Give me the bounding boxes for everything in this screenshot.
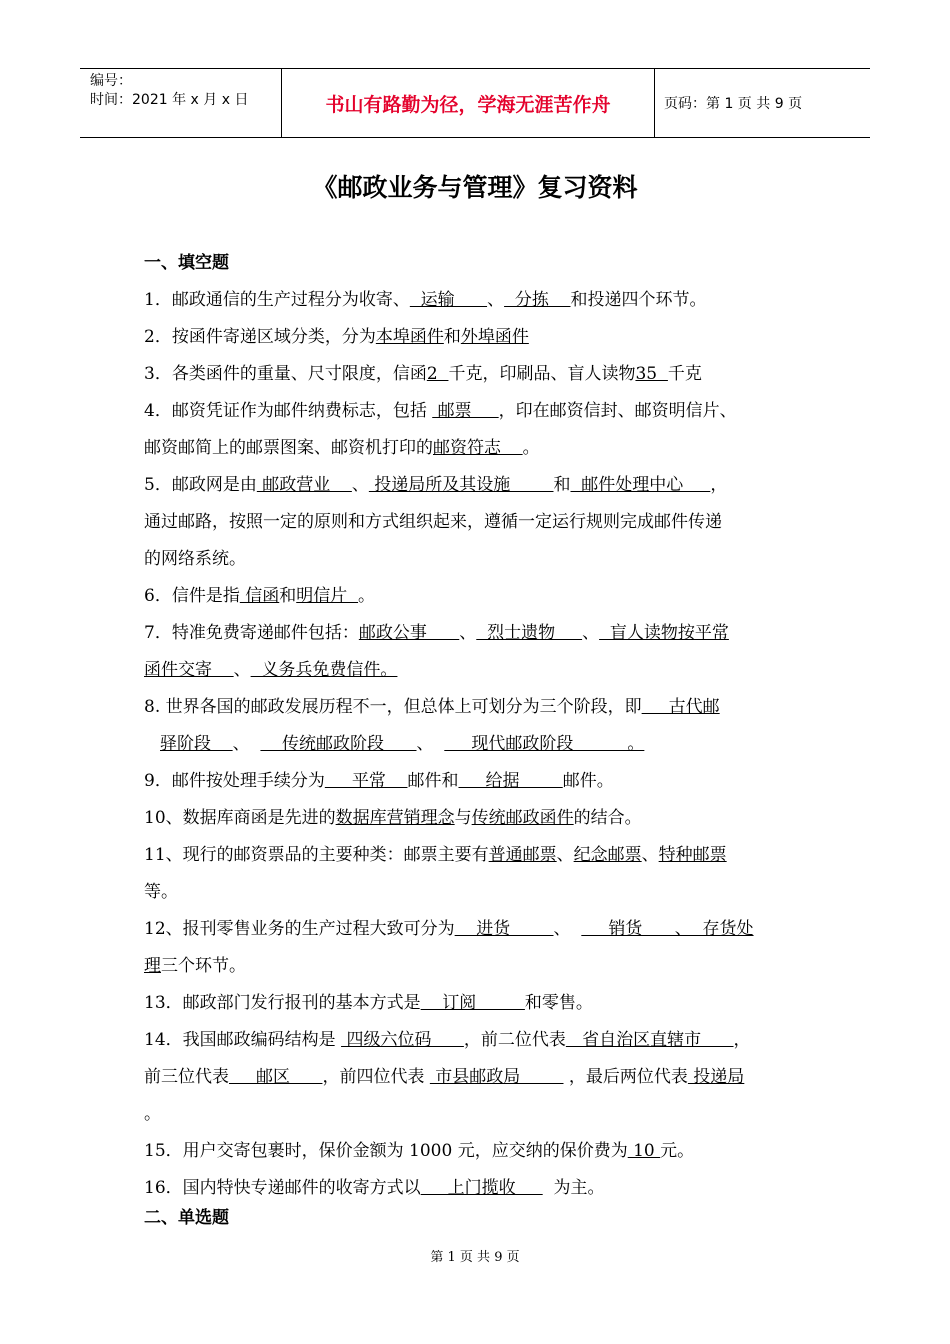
- question-text: ，印在邮资信封、邮资明信片、: [498, 401, 737, 421]
- question-text: 邮件和: [407, 771, 459, 791]
- answer-blank: 运输: [409, 290, 488, 310]
- question-line: [144, 991, 593, 1015]
- answer-blank: 上门揽收: [420, 1178, 543, 1198]
- question-text: 邮件。: [562, 771, 614, 791]
- question-text: 和零售。: [524, 993, 593, 1013]
- time-label: 时间：2021 年 x 月 x 日: [90, 92, 249, 108]
- answer-blank: 订阅: [420, 993, 525, 1013]
- question-line: [144, 954, 246, 978]
- question-text: 12、报刊零售业务的生产过程大致可分为: [144, 919, 455, 939]
- question-text: 、: [459, 623, 477, 643]
- answer-blank: 邮件处理中心: [570, 475, 711, 495]
- question-text: 13．邮政部门发行报刊的基本方式是: [144, 993, 421, 1013]
- answer-blank: 投递局所及其设施: [368, 475, 554, 495]
- answer-blank: 传统邮政阶段: [260, 734, 417, 754]
- answer-blank: 邮资符志: [433, 438, 523, 458]
- question-text: 1．邮政通信的生产过程分为收寄、: [144, 290, 410, 310]
- question-text: 15．用户交寄包裹时，保价金额为 1000 元，应交纳的保价费为: [144, 1141, 628, 1161]
- question-text: 为主。: [542, 1178, 605, 1198]
- question-line: [144, 806, 642, 830]
- answer-blank: 明信片: [296, 586, 359, 606]
- question-text: 4．邮资凭证作为邮件纳费标志，包括: [144, 401, 433, 421]
- question-text: 前三位代表: [144, 1067, 229, 1087]
- motto: 书山有路勤为径，学海无涯苦作舟: [281, 69, 655, 137]
- question-line: [144, 1028, 751, 1052]
- question-line: [144, 917, 754, 941]
- question-line: [144, 843, 727, 867]
- question-text: 等。: [144, 882, 178, 902]
- question-text: 、: [553, 919, 582, 939]
- question-text: 三个环节。: [161, 956, 246, 976]
- question-text: 、: [582, 623, 600, 643]
- answer-blank: 2: [426, 364, 449, 384]
- question-line: [144, 1176, 605, 1200]
- answer-blank: 理: [144, 956, 161, 976]
- question-line: [144, 436, 540, 460]
- question-line: [144, 584, 375, 608]
- answer-blank: 烈士遗物: [476, 623, 583, 643]
- answer-blank: 销货 、 存货处: [581, 919, 754, 939]
- question-text: 和投递四个环节。: [570, 290, 707, 310]
- question-text: 、: [487, 290, 505, 310]
- question-text: 、: [641, 845, 659, 865]
- question-text: 5．邮政网是由: [144, 475, 257, 495]
- question-text: 的结合。: [573, 808, 642, 828]
- question-text: 千克，印刷品、盲人读物: [448, 364, 636, 384]
- answer-blank: 纪念邮票: [573, 845, 642, 865]
- answer-blank: 函件交寄: [144, 660, 234, 680]
- page-header: [80, 68, 870, 138]
- question-text: 16．国内特快专递邮件的收寄方式以: [144, 1178, 421, 1198]
- question-line: [144, 362, 702, 386]
- answer-blank: 传统邮政函件: [471, 808, 574, 828]
- question-text: 、: [556, 845, 574, 865]
- question-line: [144, 510, 722, 534]
- question-text: 与: [454, 808, 472, 828]
- question-text: ，前四位代表: [322, 1067, 430, 1087]
- question-text: 8. 世界各国的邮政发展历程不一，但总体上可划分为三个阶段，即: [144, 697, 642, 717]
- question-text: 、: [416, 734, 445, 754]
- question-text: 9．邮件按处理手续分为: [144, 771, 325, 791]
- answer-blank: 四级六位码: [341, 1030, 464, 1050]
- section-heading-fill-in: 一、填空题: [144, 253, 229, 273]
- question-text: 11、现行的邮资票品的主要种类：邮票主要有: [144, 845, 489, 865]
- question-text: 。: [144, 1104, 161, 1124]
- answer-blank: 邮区: [229, 1067, 323, 1087]
- question-text: 、: [233, 660, 251, 680]
- answer-blank: 驿阶段: [160, 734, 233, 754]
- question-text: 。: [522, 438, 540, 458]
- question-text: 2．按函件寄递区域分类，分为: [144, 327, 376, 347]
- number-label: 编号：: [90, 73, 132, 89]
- answer-blank: 邮政营业: [256, 475, 352, 495]
- question-text: 和: [443, 327, 461, 347]
- question-text: 。: [358, 586, 376, 606]
- answer-blank: 分拣: [504, 290, 571, 310]
- question-text: ，最后两位代表: [563, 1067, 688, 1087]
- answer-blank: 盲人读物按平常: [599, 623, 729, 643]
- answer-blank: 邮政公事: [358, 623, 460, 643]
- question-line: [144, 769, 614, 793]
- question-text: 7．特准免费寄递邮件包括：: [144, 623, 359, 643]
- question-text: 和: [279, 586, 297, 606]
- question-text: ，前二位代表: [463, 1030, 566, 1050]
- question-line: [144, 325, 529, 349]
- question-line: [160, 732, 644, 756]
- answer-blank: 本埠函件: [375, 327, 444, 347]
- answer-blank: 邮票: [432, 401, 499, 421]
- answer-blank: 省自治区直辖市: [565, 1030, 734, 1050]
- question-text: 14．我国邮政编码结构是: [144, 1030, 342, 1050]
- answer-blank: 现代邮政阶段 。: [444, 734, 645, 754]
- question-text: 千克: [667, 364, 702, 384]
- header-meta: [80, 69, 280, 137]
- question-text: 10、数据库商函是先进的: [144, 808, 336, 828]
- question-line: [144, 473, 727, 497]
- answer-blank: 给据: [458, 771, 563, 791]
- question-line: [144, 880, 178, 904]
- question-text: 3．各类函件的重量、尺寸限度，信函: [144, 364, 427, 384]
- page-info: 页码：第 1 页 共 9 页: [664, 96, 803, 112]
- answer-blank: 市县邮政局: [429, 1067, 564, 1087]
- section-heading-single-choice: 二、单选题: [144, 1208, 229, 1228]
- question-text: 6．信件是指: [144, 586, 240, 606]
- question-text: ，: [733, 1030, 751, 1050]
- document-title: 《邮政业务与管理》复习资料: [312, 173, 638, 202]
- question-line: [144, 399, 737, 423]
- answer-blank: 古代邮: [641, 697, 720, 717]
- question-text: 邮资邮简上的邮票图案、邮资机打印的: [144, 438, 433, 458]
- question-line: [144, 621, 729, 645]
- answer-blank: 35: [635, 364, 668, 384]
- answer-blank: 普通邮票: [488, 845, 557, 865]
- answer-blank: 10: [627, 1141, 661, 1161]
- answer-blank: 进货: [454, 919, 554, 939]
- question-line: [144, 1065, 744, 1089]
- answer-blank: 外埠函件: [460, 327, 529, 347]
- answer-blank: 平常: [324, 771, 408, 791]
- question-text: 和: [553, 475, 571, 495]
- answer-blank: 数据库营销理念: [335, 808, 455, 828]
- question-text: 通过邮路，按照一定的原则和方式组织起来，遵循一定运行规则完成邮件传递: [144, 512, 722, 532]
- question-line: [144, 1139, 694, 1163]
- question-line: [144, 658, 397, 682]
- question-line: [144, 1102, 161, 1126]
- page-footer: 第 1 页 共 9 页: [430, 1250, 520, 1265]
- question-text: 、: [232, 734, 261, 754]
- question-text: ，: [710, 475, 728, 495]
- question-text: 的网络系统。: [144, 549, 246, 569]
- question-line: [144, 547, 246, 571]
- question-text: 、: [351, 475, 369, 495]
- question-text: 元。: [660, 1141, 695, 1161]
- answer-blank: 义务兵免费信件。: [250, 660, 398, 680]
- answer-blank: 信函: [239, 586, 280, 606]
- question-line: [144, 695, 720, 719]
- answer-blank: 投递局: [687, 1067, 745, 1087]
- question-line: [144, 288, 707, 312]
- answer-blank: 特种邮票: [658, 845, 727, 865]
